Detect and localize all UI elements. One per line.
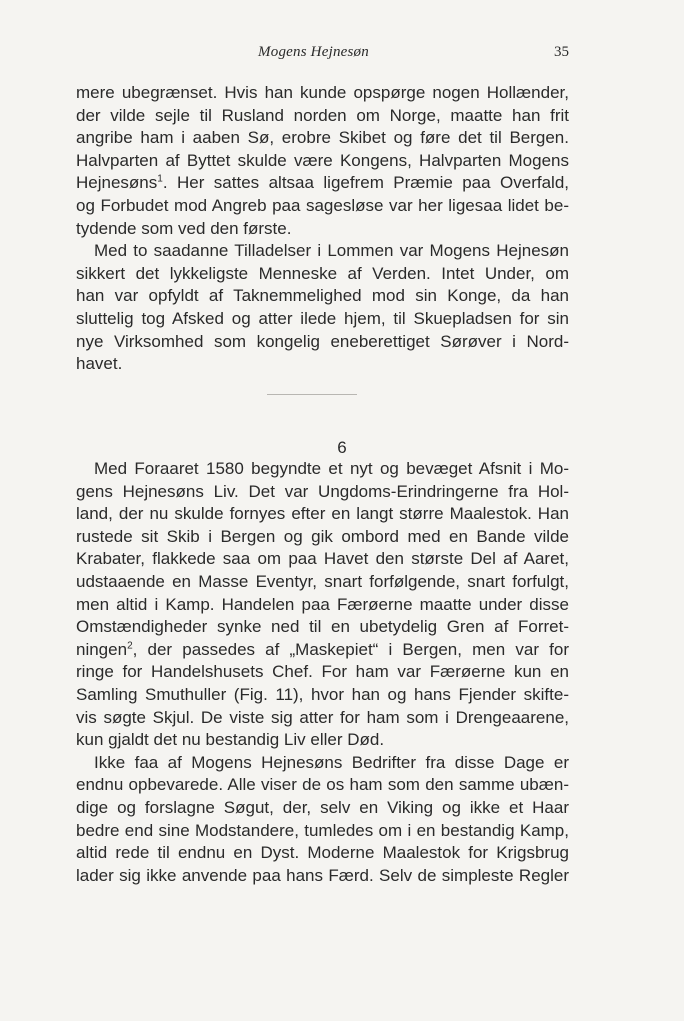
paragraph bbox=[58, 752, 569, 888]
text-line: mere ubegrænset. Hvis han kunde opspørge nogen Hollænder, bbox=[76, 83, 569, 102]
text-line: gens Hejnesøns Liv. Det var Ungdoms-Erindringerne fra Hol- bbox=[76, 481, 569, 501]
text-fragment: . Her sattes altsaa ligefrem Præmie paa Overfald, bbox=[162, 173, 569, 193]
text-line: altid rede til endnu en Dyst. Moderne Maalestok for Krigsbrug bbox=[76, 843, 569, 863]
text-line-with-footnote bbox=[58, 639, 569, 662]
text-line: sikkert det lykkeligste Menneske af Verden. Intet Under, om bbox=[76, 263, 569, 283]
text-line: Samling Smuthuller (Fig. 11), hvor han og hans Fjender skifte- bbox=[76, 684, 569, 704]
text-line: dige og forslagne Søgut, der, selv en Viking og ikke et Haar bbox=[76, 797, 569, 817]
text-line: Krabater, flakkede saa om paa Havet den største Del af Aaret, bbox=[76, 549, 569, 569]
text-line: ringe for Handelshusets Chef. For ham var Færøerne kun en bbox=[76, 662, 569, 682]
paragraph bbox=[58, 458, 569, 752]
text-line: sluttelig tog Afsked og atter ilede hjem, til Skuepladsen for sin bbox=[76, 308, 569, 328]
text-fragment: Hejnesøns bbox=[76, 173, 158, 193]
text-block-top bbox=[58, 82, 569, 376]
text-line-with-footnote bbox=[58, 172, 569, 195]
page-header bbox=[58, 44, 569, 64]
text-line: nye Virksomhed som kongelig eneberettiget Sørøver i Nord- bbox=[76, 331, 569, 351]
text-line: Med to saadanne Tilladelser i Lommen var Mogens Hejnesøn bbox=[94, 241, 569, 261]
text-line: udstaaende en Masse Eventyr, snart forfølgende, snart forfulgt, bbox=[76, 571, 569, 591]
text-line: Ikke faa af Mogens Hejnesøns Bedrifter fra disse Dage er bbox=[94, 752, 569, 772]
text-line: der vilde sejle til Rusland norden om Norge, maatte han frit bbox=[76, 105, 569, 125]
text-line: tydende som ved den første. bbox=[76, 218, 292, 238]
running-title: Mogens Hejnesøn bbox=[258, 44, 369, 60]
footnote-marker: 1 bbox=[157, 173, 163, 185]
text-line: endnu opbevarede. Alle viser de os ham som den samme ubæn- bbox=[76, 775, 569, 795]
text-line: kun gjaldt det nu bestandig Liv eller Død. bbox=[76, 730, 385, 750]
text-line: Omstændigheder synke ned til en ubetydelig Gren af Forret- bbox=[76, 617, 569, 637]
text-fragment: , der passedes af „Maskepiet“ i Bergen, men var for bbox=[132, 639, 569, 659]
text-fragment: ningen bbox=[76, 639, 128, 659]
section-number: 6 bbox=[337, 438, 347, 457]
footnote-marker: 2 bbox=[127, 640, 133, 652]
text-line: vis søgte Skjul. De viste sig atter for ham som i Drengeaarene, bbox=[76, 707, 569, 727]
text-line: angribe ham i aaben Sø, erobre Skibet og føre det til Bergen. bbox=[76, 128, 569, 148]
text-line: og Forbudet mod Angreb paa sagesløse var her ligesaa lidet be- bbox=[76, 195, 569, 215]
text-line: Halvparten af Byttet skulde være Kongens, Halvparten Mogens bbox=[76, 150, 569, 170]
paragraph bbox=[58, 82, 569, 240]
text-line: bedre end sine Modstandere, tumledes om i en bestandig Kamp, bbox=[76, 820, 569, 840]
text-line: havet. bbox=[76, 354, 123, 374]
text-line: rustede sit Skib i Bergen og gik ombord med en Bande vilde bbox=[76, 526, 569, 546]
text-line: men altid i Kamp. Handelen paa Færøerne maatte under disse bbox=[76, 594, 569, 614]
text-line: Med Foraaret 1580 begyndte et nyt og bevæget Afsnit i Mo- bbox=[94, 459, 569, 478]
paragraph bbox=[58, 240, 569, 376]
text-line: han var opfyldt af Taknemmelighed mod sin Konge, da han bbox=[76, 286, 569, 306]
section-divider bbox=[267, 394, 357, 395]
text-line: lader sig ikke anvende paa hans Færd. Selv de simpleste Regler bbox=[76, 865, 569, 885]
text-line: land, der nu skulde fornyes efter en langt større Maalestok. Han bbox=[76, 504, 569, 524]
text-block-bottom bbox=[58, 458, 569, 887]
page-number: 35 bbox=[554, 44, 569, 60]
